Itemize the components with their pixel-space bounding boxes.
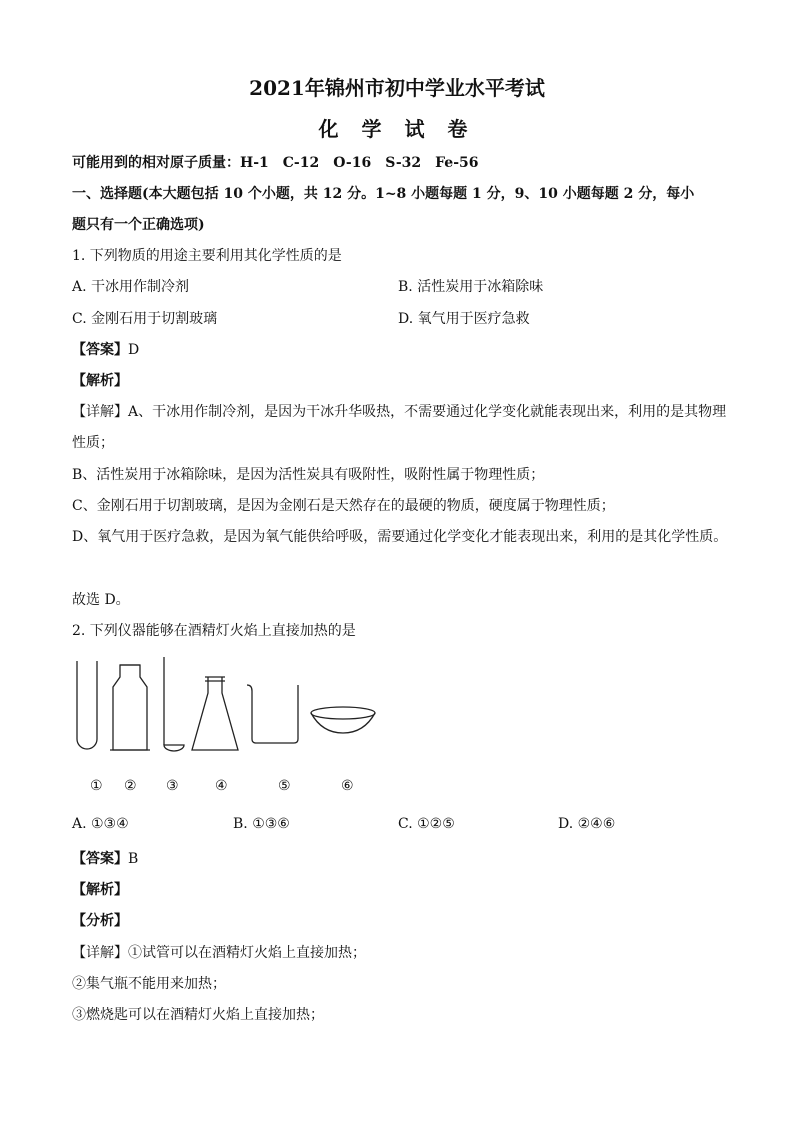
- atomic-masses: 可能用到的相对原子质量：H-1 C-12 O-16 S-32 Fe-56: [72, 155, 479, 171]
- q1-analysis-tag: 【解析】: [72, 373, 128, 389]
- q1-conclusion: 故选 D。: [72, 592, 130, 608]
- q2-option-c: C. ①②⑤: [398, 816, 455, 832]
- q2-detail-1: 【详解】①试管可以在酒精灯火焰上直接加热；: [72, 945, 366, 961]
- q1-option-a: A. 干冰用作制冷剂: [72, 279, 190, 295]
- q2-option-d: D. ②④⑥: [558, 816, 616, 832]
- apparatus-label-3: ③: [166, 778, 179, 794]
- q2-answer-line: [72, 848, 138, 868]
- q2-stem: 2. 下列仪器能够在酒精灯火焰上直接加热的是: [72, 623, 356, 639]
- q2-option-b: B. ①③⑥: [233, 816, 290, 832]
- conical-flask-icon: [192, 677, 238, 750]
- q2-option-a: A. ①③④: [72, 816, 129, 832]
- exam-subtitle: 化 学 试 卷: [318, 117, 476, 141]
- apparatus-label-6: ⑥: [341, 778, 354, 794]
- evaporating-dish-icon: [311, 707, 375, 733]
- answer-tag: 【答案】: [72, 342, 128, 358]
- combustion-spoon-icon: [164, 657, 184, 751]
- q1-option-c: C. 金刚石用于切割玻璃: [72, 311, 218, 327]
- q2-detail-2: ②集气瓶不能用来加热；: [72, 976, 226, 992]
- beaker-icon: [247, 685, 298, 743]
- answer-tag: 【答案】: [72, 851, 128, 867]
- exam-title: 2021年锦州市初中学业水平考试: [249, 76, 545, 100]
- q1-detail-a: 【详解】A、干冰用作制冷剂，是因为干冰升华吸热，不需要通过化学变化就能表现出来，利用的是其物理: [72, 404, 727, 420]
- q1-detail-b: B、活性炭用于冰箱除味，是因为活性炭具有吸附性，吸附性属于物理性质；: [72, 467, 545, 483]
- q1-detail-d: D、氧气用于医疗急救，是因为氧气能供给呼吸，需要通过化学变化才能表现出来，利用的是其化学性质。: [72, 529, 728, 545]
- apparatus-label-4: ④: [215, 778, 228, 794]
- q1-detail-a-cont: 性质；: [72, 435, 114, 451]
- q1-option-d: D. 氧气用于医疗急救: [398, 311, 530, 327]
- q1-answer: D: [128, 342, 140, 358]
- q2-fenxi-tag: 【分析】: [72, 913, 128, 929]
- q1-answer-line: [72, 339, 139, 359]
- apparatus-label-5: ⑤: [278, 778, 291, 794]
- section-header-line2: 题只有一个正确选项): [72, 217, 205, 233]
- q1-detail-c: C、金刚石用于切割玻璃，是因为金刚石是天然存在的最硬的物质，硬度属于物理性质；: [72, 498, 615, 514]
- q2-detail-3: ③燃烧匙可以在酒精灯火焰上直接加热；: [72, 1007, 324, 1023]
- section-header-line1: 一、选择题(本大题包括 10 个小题，共 12 分。1~8 小题每题 1 分，9、10 小题每题 2 分，每小: [72, 186, 695, 202]
- q1-stem: 1. 下列物质的用途主要利用其化学性质的是: [72, 248, 342, 264]
- q2-answer: B: [128, 851, 139, 867]
- apparatus-label-2: ②: [124, 778, 137, 794]
- test-tube-icon: [77, 661, 97, 749]
- gas-bottle-icon: [110, 665, 150, 750]
- lab-apparatus-figure: [60, 655, 400, 760]
- apparatus-label-1: ①: [90, 778, 103, 794]
- q1-option-b: B. 活性炭用于冰箱除味: [398, 279, 544, 295]
- q2-analysis-tag: 【解析】: [72, 882, 128, 898]
